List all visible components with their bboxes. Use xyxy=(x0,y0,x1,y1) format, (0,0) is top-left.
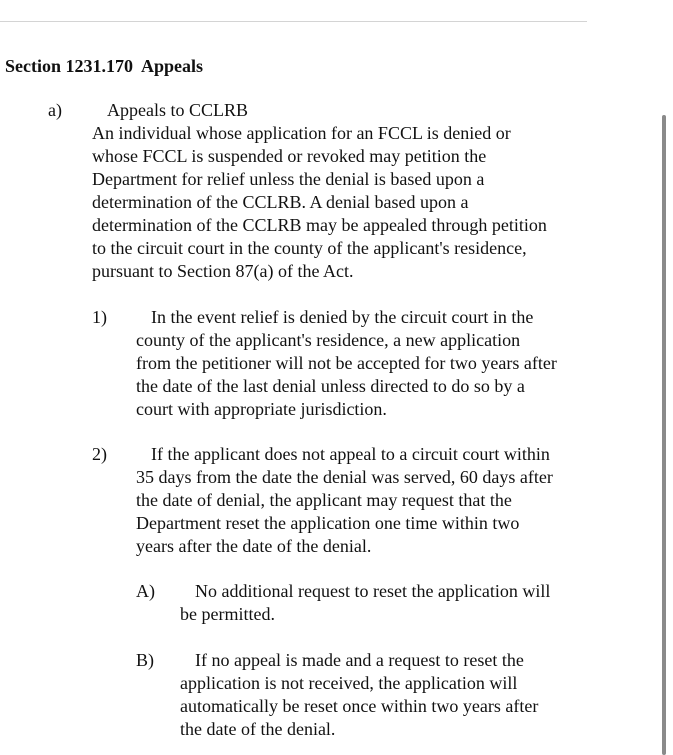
paragraph-1-line: the date of the last denial unless directed to do so by a xyxy=(136,376,525,396)
paragraph-a xyxy=(48,99,592,283)
paragraph-a-line: to the circuit court in the county of the applicant's residence, xyxy=(92,238,527,258)
paragraph-a-line: whose FCCL is suspended or revoked may petition the xyxy=(92,146,487,166)
paragraph-2-line: Department reset the application one time within two xyxy=(136,513,520,533)
paragraph-B-first-line xyxy=(136,649,600,672)
paragraph-1-line: county of the applicant's residence, a new application xyxy=(136,330,521,350)
paragraph-2-line: the date of denial, the applicant may request that the xyxy=(136,490,512,510)
paragraph-1-line: from the petitioner will not be accepted for two years after xyxy=(136,353,557,373)
paragraph-B xyxy=(136,649,600,741)
paragraph-a-heading: Appeals to CCLRB xyxy=(107,100,249,120)
paragraph-2-line: years after the date of the denial. xyxy=(136,536,372,556)
paragraph-1 xyxy=(92,306,606,421)
paragraph-2-first-line xyxy=(92,443,606,466)
paragraph-2-marker: 2) xyxy=(92,444,107,464)
top-divider xyxy=(0,21,587,22)
paragraph-1-first-line xyxy=(92,306,606,329)
paragraph-B-line: application is not received, the application will xyxy=(180,673,518,693)
paragraph-1-line: court with appropriate jurisdiction. xyxy=(136,399,387,419)
paragraph-B-line: If no appeal is made and a request to reset the xyxy=(195,650,524,670)
paragraph-a-marker: a) xyxy=(48,100,62,120)
paragraph-2-line: 35 days from the date the denial was served, 60 days after xyxy=(136,467,553,487)
vertical-scrollbar[interactable] xyxy=(662,115,666,755)
paragraph-1-marker: 1) xyxy=(92,307,107,327)
paragraph-A-first-line xyxy=(136,580,600,603)
paragraph-A xyxy=(136,580,600,626)
paragraph-a-line: pursuant to Section 87(a) of the Act. xyxy=(92,261,354,281)
paragraph-B-line: the date of the denial. xyxy=(180,719,336,739)
paragraph-2 xyxy=(92,443,606,558)
paragraph-1-line: In the event relief is denied by the circuit court in the xyxy=(151,307,534,327)
paragraph-a-heading-line xyxy=(48,99,592,122)
paragraph-A-line: No additional request to reset the application will xyxy=(195,581,551,601)
paragraph-2-line: If the applicant does not appeal to a circuit court within xyxy=(151,444,550,464)
paragraph-A-marker: A) xyxy=(136,581,155,601)
paragraph-a-line: determination of the CCLRB. A denial based upon a xyxy=(92,192,469,212)
paragraph-B-line: automatically be reset once within two years after xyxy=(180,696,539,716)
paragraph-a-line: An individual whose application for an FCCL is denied or xyxy=(92,123,511,143)
paragraph-a-line: Department for relief unless the denial is based upon a xyxy=(92,169,485,189)
paragraph-a-line: determination of the CCLRB may be appealed through petition xyxy=(92,215,547,235)
paragraph-B-marker: B) xyxy=(136,650,154,670)
paragraph-A-line: be permitted. xyxy=(180,604,275,624)
section-title: Section 1231.170 Appeals xyxy=(5,56,204,76)
